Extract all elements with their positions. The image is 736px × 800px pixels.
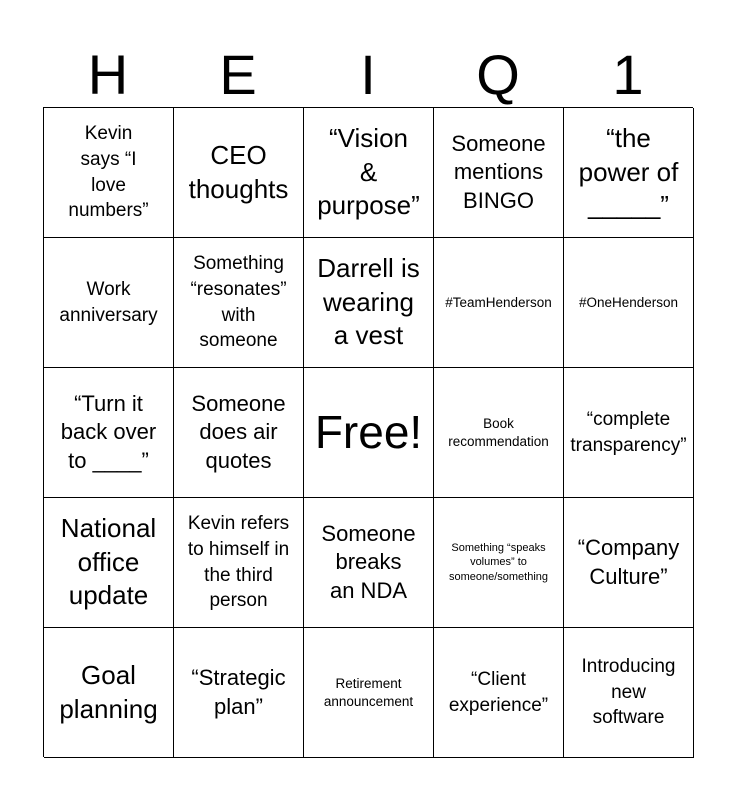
bingo-cell[interactable] [44, 238, 174, 368]
cell-text: “the power of _____” [578, 122, 679, 221]
bingo-cell[interactable] [44, 108, 174, 238]
bingo-cell[interactable] [564, 628, 694, 758]
bingo-cell[interactable] [174, 628, 304, 758]
cell-text: Darrell is wearing a vest [317, 252, 420, 351]
cell-text: “Strategic plan” [191, 664, 286, 719]
bingo-cell[interactable] [174, 368, 304, 498]
cell-text: Introducing new software [581, 656, 676, 729]
cell-text: Work anniversary [59, 278, 158, 326]
bingo-cell[interactable] [304, 108, 434, 238]
cell-text: Kevin says “I love numbers” [68, 123, 149, 222]
bingo-board [43, 107, 693, 757]
bingo-cell[interactable] [434, 108, 564, 238]
bingo-cell[interactable] [304, 498, 434, 628]
bingo-cell[interactable] [434, 368, 564, 498]
free-space-cell[interactable] [304, 368, 434, 498]
bingo-cell[interactable] [174, 238, 304, 368]
cell-text: “complete transparency” [570, 408, 687, 456]
header-letter: E [219, 43, 257, 106]
bingo-cell[interactable] [44, 498, 174, 628]
cell-text: CEO thoughts [188, 139, 289, 204]
cell-text: “Vision & purpose” [317, 122, 420, 221]
cell-text: Book recommendation [448, 415, 549, 449]
header-letter: Q [476, 43, 520, 106]
cell-text: Retirement announcement [323, 675, 414, 709]
cell-text: Something “speaks volumes” to someone/something [448, 542, 549, 583]
bingo-cell[interactable] [434, 498, 564, 628]
bingo-cell[interactable] [434, 628, 564, 758]
cell-text: #TeamHenderson [445, 294, 552, 310]
bingo-cell[interactable] [304, 628, 434, 758]
bingo-cell[interactable] [564, 108, 694, 238]
header-letter: 1 [612, 43, 644, 106]
cell-text: Someone breaks an NDA [321, 520, 416, 603]
cell-text: Goal planning [59, 659, 158, 724]
bingo-cell[interactable] [174, 108, 304, 238]
cell-text: Someone does air quotes [191, 390, 286, 473]
bingo-cell[interactable] [44, 628, 174, 758]
cell-text: National office update [60, 512, 157, 611]
cell-text: “Company Culture” [577, 534, 680, 589]
bingo-header [43, 44, 693, 106]
bingo-cell[interactable] [174, 498, 304, 628]
cell-text: “Client experience” [448, 668, 549, 716]
cell-text: Something “resonates” with someone [190, 253, 287, 352]
bingo-cell[interactable] [564, 498, 694, 628]
header-letter: H [87, 43, 129, 106]
bingo-cell[interactable] [434, 238, 564, 368]
bingo-cell[interactable] [564, 368, 694, 498]
cell-text: Someone mentions BINGO [451, 130, 546, 213]
cell-text: Kevin refers to himself in the third person [187, 513, 290, 612]
header-letter: I [360, 43, 376, 106]
cell-text: “Turn it back over to ____” [60, 390, 157, 473]
cell-text: #OneHenderson [578, 294, 679, 310]
bingo-cell[interactable] [304, 238, 434, 368]
bingo-cell[interactable] [44, 368, 174, 498]
bingo-cell[interactable] [564, 238, 694, 368]
cell-text: Free! [314, 406, 423, 459]
